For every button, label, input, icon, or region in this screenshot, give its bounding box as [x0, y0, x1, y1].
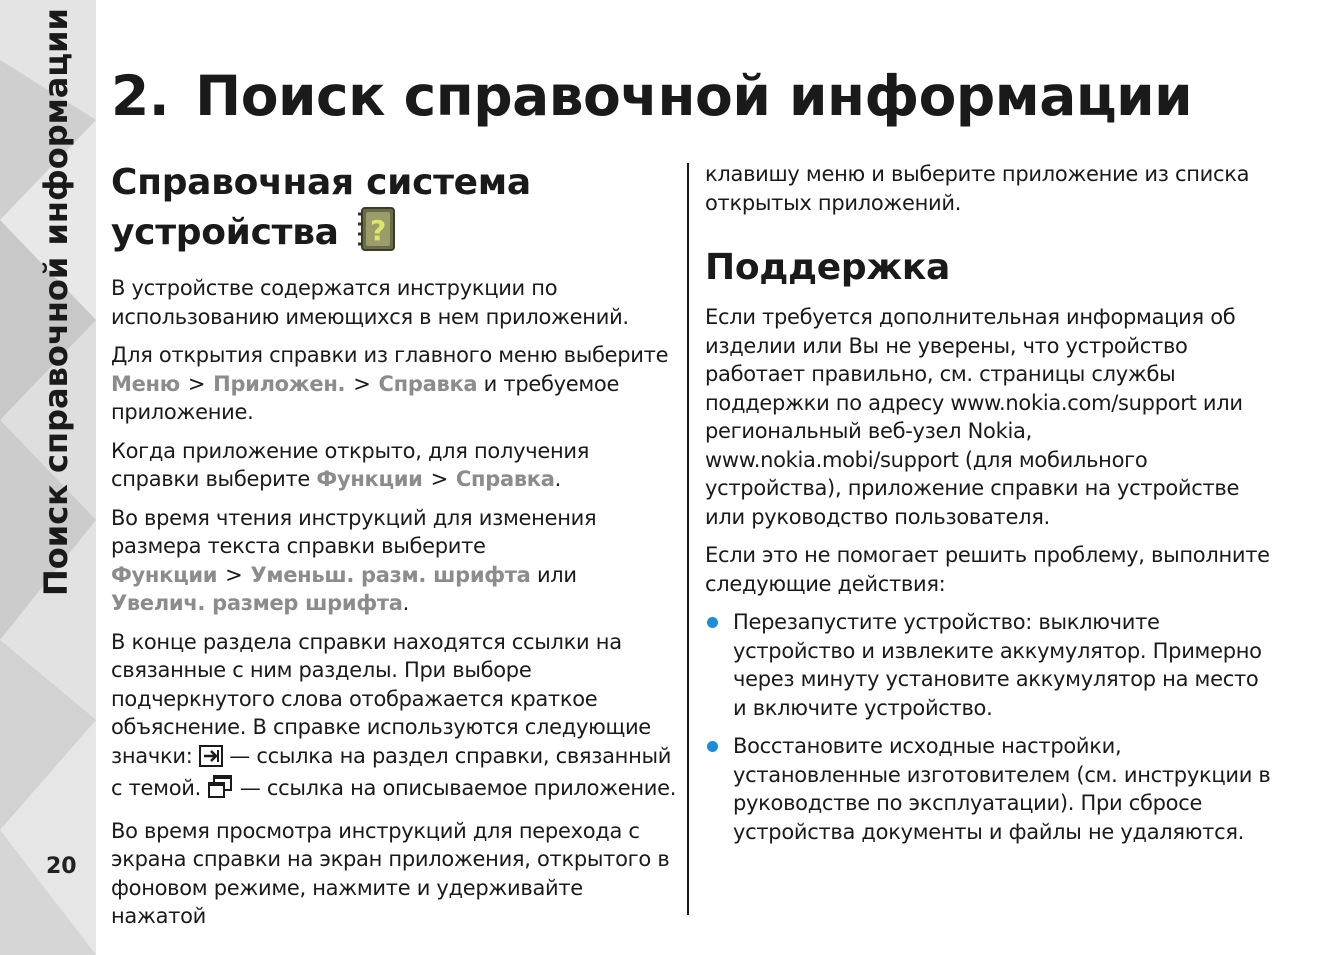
- list-item-text: Перезапустите устройство: выключите устройство и извлеките аккумулятор. Примерно через минуту установите аккумулятор на место и включите устройство.: [733, 610, 1262, 720]
- section-title-help-system: [111, 160, 677, 264]
- list-item: [705, 732, 1271, 846]
- app-windows-icon: [207, 775, 233, 807]
- menu-path-item: Увелич. размер шрифта: [111, 591, 403, 615]
- section-title-line2: устройства: [111, 212, 339, 253]
- path-separator: >: [225, 562, 243, 587]
- paragraph-text: и требуемое приложение.: [111, 371, 620, 424]
- bullet-dot-icon: [707, 617, 718, 628]
- right-column: [705, 160, 1271, 856]
- paragraph-text: В конце раздела справки находятся ссылки на связанные с ним разделы. При выборе подчеркнутого слова отображается краткое объяснение. В справке используются следующие значки:: [111, 629, 651, 768]
- paragraph: Если требуется дополнительная информация об изделии или Вы не уверены, что устройство работает правильно, см. страницы службы поддержки по адресу www.nokia.com/support или региональный веб-узел Nokia, www.nokia.mobi/support (для мобильного устройства), приложение справки на устройстве или руководство пользователя.: [705, 305, 1243, 529]
- list-item-text: Восстановите исходные настройки, установленные изготовителем (см. инструкции в руководстве по эксплуатации). При сбросе устройства документы и файлы не удаляются.: [733, 734, 1271, 844]
- paragraph-text: — ссылка на раздел справки, связанный с темой.: [111, 743, 672, 800]
- menu-path-item: Уменьш. разм. шрифта: [250, 562, 531, 587]
- link-arrow-icon: [199, 745, 223, 775]
- paragraph-text: или: [536, 562, 577, 587]
- section-title-support: Поддержка: [705, 247, 951, 288]
- paragraph: [111, 628, 677, 807]
- page-number: 20: [46, 854, 77, 879]
- chapter-number: 2.: [111, 64, 170, 128]
- paragraph: клавишу меню и выберите приложение из списка открытых приложений.: [705, 162, 1250, 215]
- sidebar: [0, 0, 96, 955]
- menu-path-item: Меню: [111, 371, 180, 396]
- paragraph: В устройстве содержатся инструкции по использованию имеющихся в нем приложений.: [111, 276, 629, 329]
- paragraph-text: — ссылка на описываемое приложение.: [239, 776, 677, 800]
- paragraph-text: Когда приложение открыто, для получения справки выберите: [111, 438, 590, 491]
- paragraph: [111, 341, 677, 427]
- sidebar-vertical-title: Поиск справочной информации: [37, 8, 75, 596]
- punctuation: .: [402, 591, 409, 615]
- left-column: [111, 160, 677, 941]
- menu-path-item: Справка: [455, 467, 555, 491]
- column-divider: [687, 163, 689, 915]
- paragraph: [111, 437, 677, 494]
- paragraph: [111, 504, 677, 618]
- menu-path-item: Функции: [316, 467, 423, 491]
- menu-path-item: Функции: [111, 562, 218, 587]
- bullet-list: [705, 608, 1271, 846]
- paragraph-text: Во время чтения инструкций для изменения размера текста справки выберите: [111, 505, 597, 558]
- chapter-title: [111, 64, 1192, 128]
- section-title-line1: Справочная система: [111, 162, 531, 203]
- path-separator: >: [187, 371, 206, 396]
- paragraph: Во время просмотра инструкций для перехода с экрана справки на экран приложения, открытого в фоновом режиме, нажмите и удерживайте нажатой: [111, 818, 670, 928]
- bullet-dot-icon: [707, 741, 718, 752]
- path-separator: >: [353, 371, 371, 396]
- menu-path-item: Приложен.: [213, 371, 346, 396]
- paragraph-text: Для открытия справки из главного меню выберите: [111, 343, 669, 367]
- paragraph: Если это не помогает решить проблему, выполните следующие действия:: [705, 543, 1270, 596]
- path-separator: >: [430, 467, 448, 491]
- svg-text:?: ?: [369, 214, 386, 247]
- help-book-icon: [357, 206, 397, 264]
- menu-path-item: Справка: [378, 371, 478, 396]
- punctuation: .: [554, 467, 562, 491]
- chapter-title-text: Поиск справочной информации: [195, 64, 1193, 128]
- list-item: [705, 608, 1271, 722]
